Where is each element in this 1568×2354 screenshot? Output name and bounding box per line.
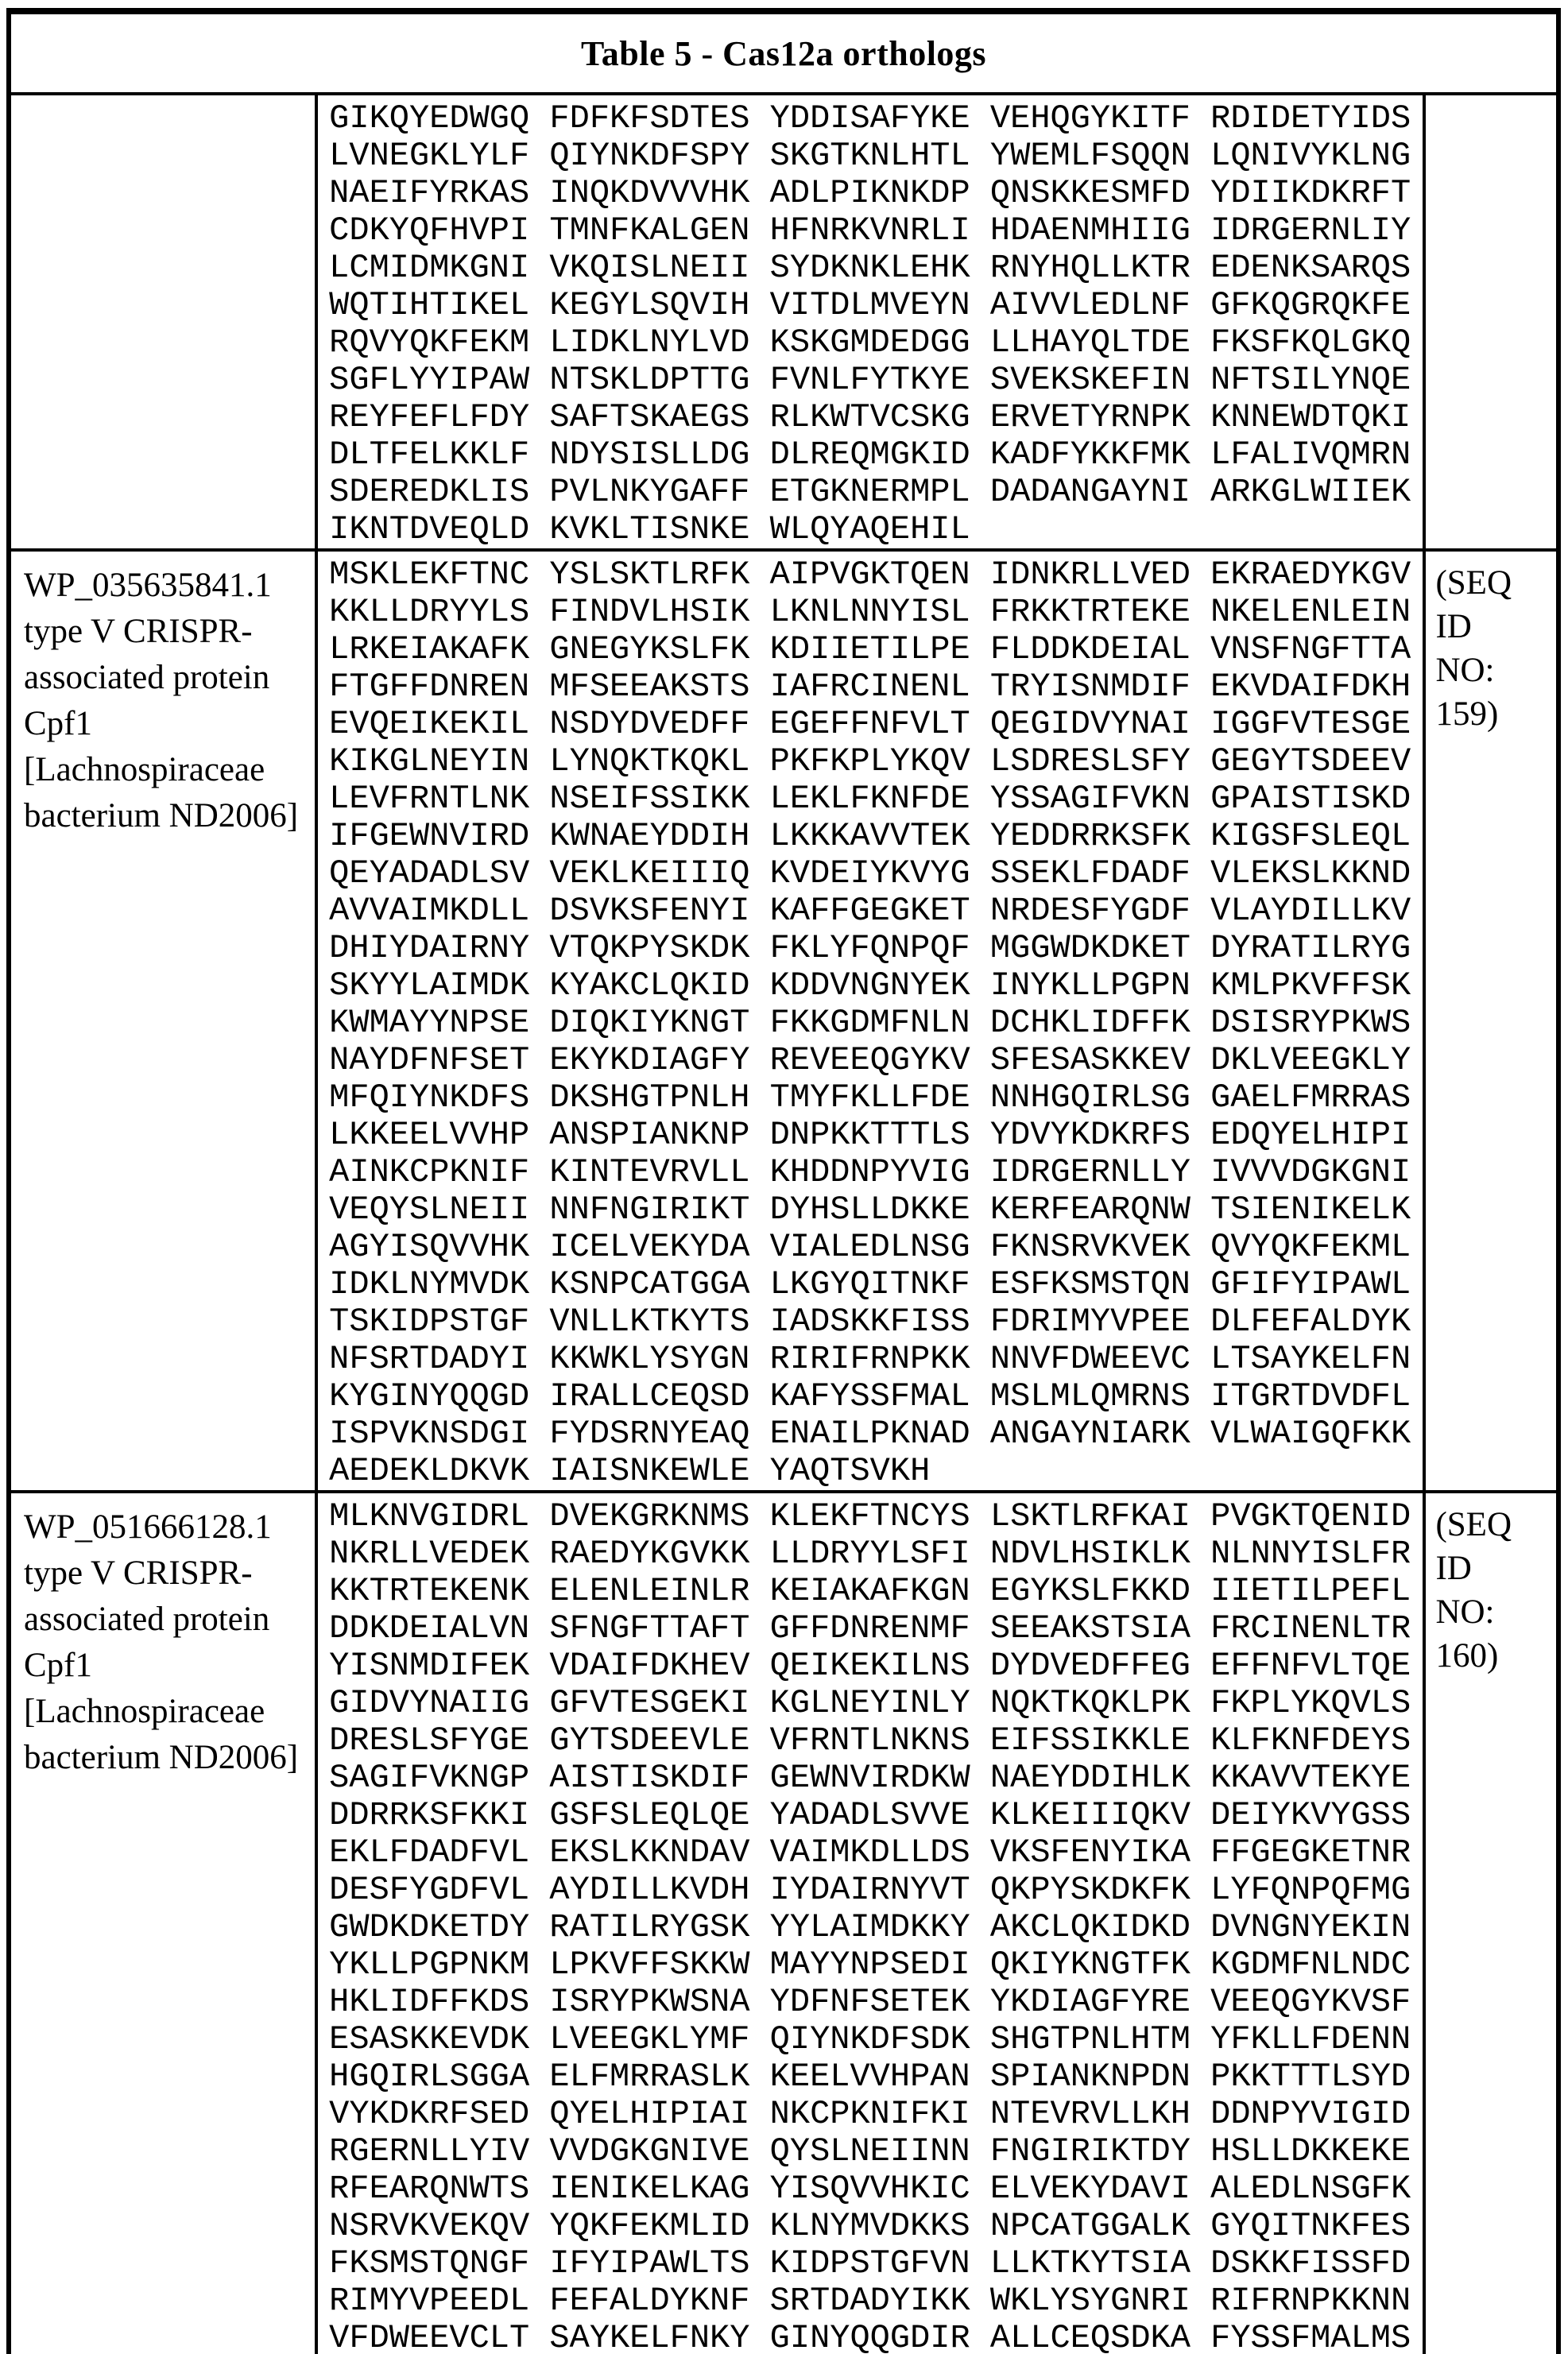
table-header-row <box>9 11 1558 94</box>
table-row-wp-051666128 <box>9 1492 1558 2354</box>
table-row-wp-035635841 <box>9 550 1558 1492</box>
seqid-cell-empty <box>1424 94 1558 550</box>
sequence-text: GIKQYEDWGQ FDFKFSDTES YDDISAFYKE VEHQGYKITF RDIDETYIDS LVNEGKLYLF QIYNKDFSPY SKGTKNLHTL YWEMLFSQQN LQNIVYKLNG NAEIFYRKAS INQKDVVVHK ADLPIKNKDP QNSKKESMFD YDIIKDKRFT CDKYQFHVPI TMNFKALGEN HFNRKVNRLI HDAENMHIIG IDRGERNLIY LCMIDMKGNI VKQISLNEII SYDKNKLEHK RNYHQLLKTR EDENKSARQS WQTIHTIKEL KEGYLSQVIH VITDLMVEYN AIVVLEDLNF GFKQGRQKFE RQVYQKFEKM LIDKLNYLVD KSKGMDEDGG LLHAYQLTDE FKSFKQLGKQ SGFLYYIPAW NTSKLDPTTG FVNLFYTKYE SVEKSKEFIN NFTSILYNQE REYFEFLFDY SAFTSKAEGS RLKWTVCSKG ERVETYRNPK KNNEWDTQKI DLTFELKKLF NDYSISLLDG DLREQMGKID KADFYKKFMK LFALIVQMRN SDEREDKLIS PVLNKYGAFF ETGKNERMPL DADANGAYNI ARKGLWIIEK IKNTDVEQLD KVKLTISNKE WLQYAQEHIL <box>329 99 1411 548</box>
sequence-cell <box>316 94 1424 550</box>
label-cell <box>9 550 316 1492</box>
organism-name: [Lachnospiraceae bacterium ND2006] <box>24 1693 299 1776</box>
sequence-cell <box>316 550 1424 1492</box>
label-cell-empty <box>9 94 316 550</box>
protein-description: type V CRISPR-associated protein Cpf1 <box>24 613 270 742</box>
accession-number: WP_051666128.1 <box>24 1508 272 1546</box>
sequence-cell <box>316 1492 1424 2354</box>
protein-description: type V CRISPR-associated protein Cpf1 <box>24 1554 270 1684</box>
organism-name: [Lachnospiraceae bacterium ND2006] <box>24 751 299 834</box>
table-row-continued <box>9 94 1558 550</box>
sequence-text: MSKLEKFTNC YSLSKTLRFK AIPVGKTQEN IDNKRLLVED EKRAEDYKGV KKLLDRYYLS FINDVLHSIK LKNLNNYISL FRKKTRTEKE NKELENLEIN LRKEIAKAFK GNEGYKSLFK KDIIETILPE FLDDKDEIAL VNSFNGFTTA FTGFFDNREN MFSEEAKSTS IAFRCINENL TRYISNMDIF EKVDAIFDKH EVQEIKEKIL NSDYDVEDFF EGEFFNFVLT QEGIDVYNAI IGGFVTESGE KIKGLNEYIN LYNQKTKQKL PKFKPLYKQV LSDRESLSFY GEGYTSDEEV LEVFRNTLNK NSEIFSSIKK LEKLFKNFDE YSSAGIFVKN GPAISTISKD IFGEWNVIRD KWNAEYDDIH LKKKAVVTEK YEDDRRKSFK KIGSFSLEQL QEYADADLSV VEKLKEIIIQ KVDEIYKVYG SSEKLFDADF VLEKSLKKND AVVAIMKDLL DSVKSFENYI KAFFGEGKET NRDESFYGDF VLAYDILLKV DHIYDAIRNY VTQKPYSKDK FKLYFQNPQF MGGWDKDKET DYRATILRYG SKYYLAIMDK KYAKCLQKID KDDVNGNYEK INYKLLPGPN KMLPKVFFSK KWMAYYNPSE DIQKIYKNGT FKKGDMFNLN DCHKLIDFFK DSISRYPKWS NAYDFNFSET EKYKDIAGFY REVEEQGYKV SFESASKKEV DKLVEEGKLY MFQIYNKDFS DKSHGTPNLH TMYFKLLFDE NNHGQIRLSG GAELFMRRAS LKKEELVVHP ANSPIANKNP DNPKKTTTLS YDVYKDKRFS EDQYELHIPI AINKCPKNIF KINTEVRVLL KHDDNPYVIG IDRGERNLLY IVVVDGKGNI VEQYSLNEII NNFNGIRIKT DYHSLLDKKE KERFEARQNW TSIENIKELK AGYISQVVHK ICELVEKYDA VIALEDLNSG FKNSRVKVEK QVYQKFEKML IDKLNYMVDK KSNPCATGGA LKGYQITNKF ESFKSMSTQN GFIFYIPAWL TSKIDPSTGF VNLLKTKYTS IADSKKFISS FDRIMYVPEE DLFEFALDYK NFSRTDADYI KKWKLYSYGN RIRIFRNPKK NNVFDWEEVC LTSAYKELFN KYGINYQQGD IRALLCEQSD KAFYSSFMAL MSLMLQMRNS ITGRTDVDFL ISPVKNSDGI FYDSRNYEAQ ENAILPKNAD ANGAYNIARK VLWAIGQFKK AEDEKLDKVK IAISNKEWLE YAQTSVKH <box>329 556 1411 1490</box>
label-cell <box>9 1492 316 2354</box>
seqid-cell <box>1424 1492 1558 2354</box>
seqid-cell <box>1424 550 1558 1492</box>
seq-id-label: (SEQ ID NO: 159) <box>1435 564 1512 733</box>
accession-number: WP_035635841.1 <box>24 567 272 604</box>
sequence-text: MLKNVGIDRL DVEKGRKNMS KLEKFTNCYS LSKTLRFKAI PVGKTQENID NKRLLVEDEK RAEDYKGVKK LLDRYYLSFI NDVLHSIKLK NLNNYISLFR KKTRTEKENK ELENLEINLR KEIAKAFKGN EGYKSLFKKD IIETILPEFL DDKDEIALVN SFNGFTTAFT GFFDNRENMF SEEAKSTSIA FRCINENLTR YISNMDIFEK VDAIFDKHEV QEIKEKILNS DYDVEDFFEG EFFNFVLTQE GIDVYNAIIG GFVTESGEKI KGLNEYINLY NQKTKQKLPK FKPLYKQVLS DRESLSFYGE GYTSDEEVLE VFRNTLNKNS EIFSSIKKLE KLFKNFDEYS SAGIFVKNGP AISTISKDIF GEWNVIRDKW NAEYDDIHLK KKAVVTEKYE DDRRKSFKKI GSFSLEQLQE YADADLSVVE KLKEIIIQKV DEIYKVYGSS EKLFDADFVL EKSLKKNDAV VAIMKDLLDS VKSFENYIKA FFGEGKETNR DESFYGDFVL AYDILLKVDH IYDAIRNYVT QKPYSKDKFK LYFQNPQFMG GWDKDKETDY RATILRYGSK YYLAIMDKKY AKCLQKIDKD DVNGNYEKIN YKLLPGPNKM LPKVFFSKKW MAYYNPSEDI QKIYKNGTFK KGDMFNLNDC HKLIDFFKDS ISRYPKWSNA YDFNFSETEK YKDIAGFYRE VEEQGYKVSF ESASKKEVDK LVEEGKLYMF QIYNKDFSDK SHGTPNLHTM YFKLLFDENN HGQIRLSGGA ELFMRRASLK KEELVVHPAN SPIANKNPDN PKKTTTLSYD VYKDKRFSED QYELHIPIAI NKCPKNIFKI NTEVRVLLKH DDNPYVIGID RGERNLLYIV VVDGKGNIVE QYSLNEIINN FNGIRIKTDY HSLLDKKEKE RFEARQNWTS IENIKELKAG YISQVVHKIC ELVEKYDAVI ALEDLNSGFK NSRVKVEKQV YQKFEKMLID KLNYMVDKKS NPCATGGALK GYQITNKFES FKSMSTQNGF IFYIPAWLTS KIDPSTGFVN LLKTKYTSIA DSKKFISSFD RIMYVPEEDL FEFALDYKNF SRTDADYIKK WKLYSYGNRI RIFRNPKKNN VFDWEEVCLT SAYKELFNKY GINYQQGDIR ALLCEQSDKA FYSSFMALMS <box>329 1497 1411 2354</box>
seq-id-label: (SEQ ID NO: 160) <box>1435 1506 1512 1675</box>
cas12a-orthologs-table <box>6 8 1561 2354</box>
table-title: Table 5 - Cas12a orthologs <box>9 11 1558 94</box>
